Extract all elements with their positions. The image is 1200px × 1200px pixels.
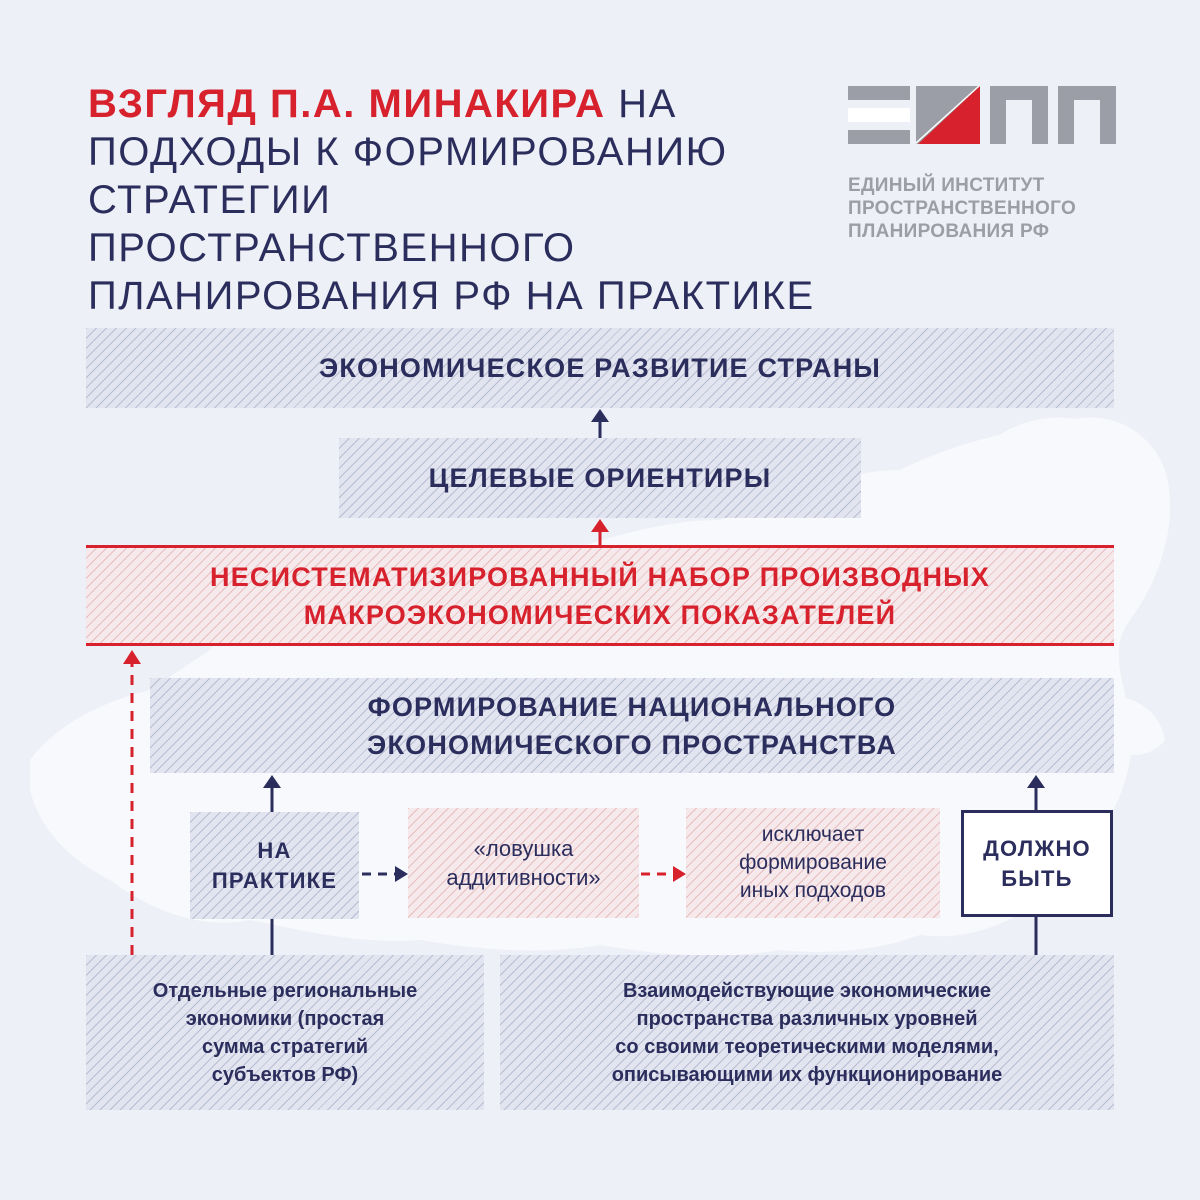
- additivity-trap-box: [408, 808, 639, 918]
- regional-economies-line: экономики (простая: [185, 1007, 385, 1030]
- unsystematized-set-line: МАКРОЭКОНОМИЧЕСКИХ ПОКАЗАТЕЛЕЙ: [303, 599, 897, 630]
- should-be-line: ДОЛЖНО: [983, 835, 1091, 861]
- logo-mark-icon: [848, 86, 1116, 144]
- national-space-line: ЭКОНОМИЧЕСКОГО ПРОСТРАНСТВА: [367, 729, 897, 760]
- logo-caption: [848, 174, 1118, 243]
- interacting-spaces-line: описывающими их функционирование: [611, 1063, 1003, 1086]
- title-rest: НА ПОДХОДЫ К ФОРМИРОВАНИЮ СТРАТЕГИИ ПРОСТРАНСТВЕННОГО ПЛАНИРОВАНИЯ РФ НА ПРАКТИКЕ: [88, 82, 815, 318]
- interacting-spaces-line: Взаимодействующие экономические: [622, 979, 992, 1002]
- excludes-line: формирование: [739, 851, 887, 874]
- logo-caption-line: ЕДИНЫЙ ИНСТИТУТ: [848, 175, 1045, 196]
- unsystematized-set-box: [86, 545, 1114, 646]
- in-practice-line: ПРАКТИКЕ: [211, 867, 338, 893]
- title-accent: ВЗГЛЯД П.А. МИНАКИРА: [88, 82, 606, 126]
- national-space-box: [150, 678, 1114, 773]
- target-guidelines-box: [339, 438, 861, 518]
- excludes-line: иных подходов: [739, 879, 887, 902]
- institute-logo: [848, 86, 1118, 243]
- additivity-trap-line: «ловушка: [473, 836, 574, 861]
- regional-economies-line: сумма стратегий: [201, 1035, 369, 1058]
- page-title: [88, 80, 828, 320]
- logo-caption-line: ПЛАНИРОВАНИЯ РФ: [848, 221, 1050, 242]
- should-be-line: БЫТЬ: [1001, 865, 1073, 891]
- regional-economies-line: Отдельные региональные: [152, 979, 418, 1002]
- logo-caption-line: ПРОСТРАНСТВЕННОГО: [848, 198, 1077, 219]
- interacting-spaces-line: со своими теоретическими моделями,: [615, 1035, 999, 1058]
- target-guidelines-label: ЦЕЛЕВЫЕ ОРИЕНТИРЫ: [428, 462, 772, 493]
- additivity-trap-line: аддитивности»: [446, 865, 601, 890]
- in-practice-line: НА: [257, 837, 292, 863]
- national-space-line: ФОРМИРОВАНИЕ НАЦИОНАЛЬНОГО: [367, 691, 897, 722]
- interacting-spaces-line: пространства различных уровней: [636, 1007, 978, 1030]
- unsystematized-set-line: НЕСИСТЕМАТИЗИРОВАННЫЙ НАБОР ПРОИЗВОДНЫХ: [210, 561, 990, 592]
- should-be-box: [961, 810, 1113, 917]
- economic-development-label: ЭКОНОМИЧЕСКОЕ РАЗВИТИЕ СТРАНЫ: [318, 352, 882, 383]
- in-practice-box: [190, 812, 359, 919]
- excludes-line: исключает: [761, 823, 865, 846]
- excludes-box: [686, 808, 940, 918]
- regional-economies-line: субъектов РФ): [211, 1063, 359, 1086]
- regional-economies-box: [86, 955, 484, 1110]
- economic-development-box: [86, 328, 1114, 408]
- interacting-spaces-box: [500, 955, 1114, 1110]
